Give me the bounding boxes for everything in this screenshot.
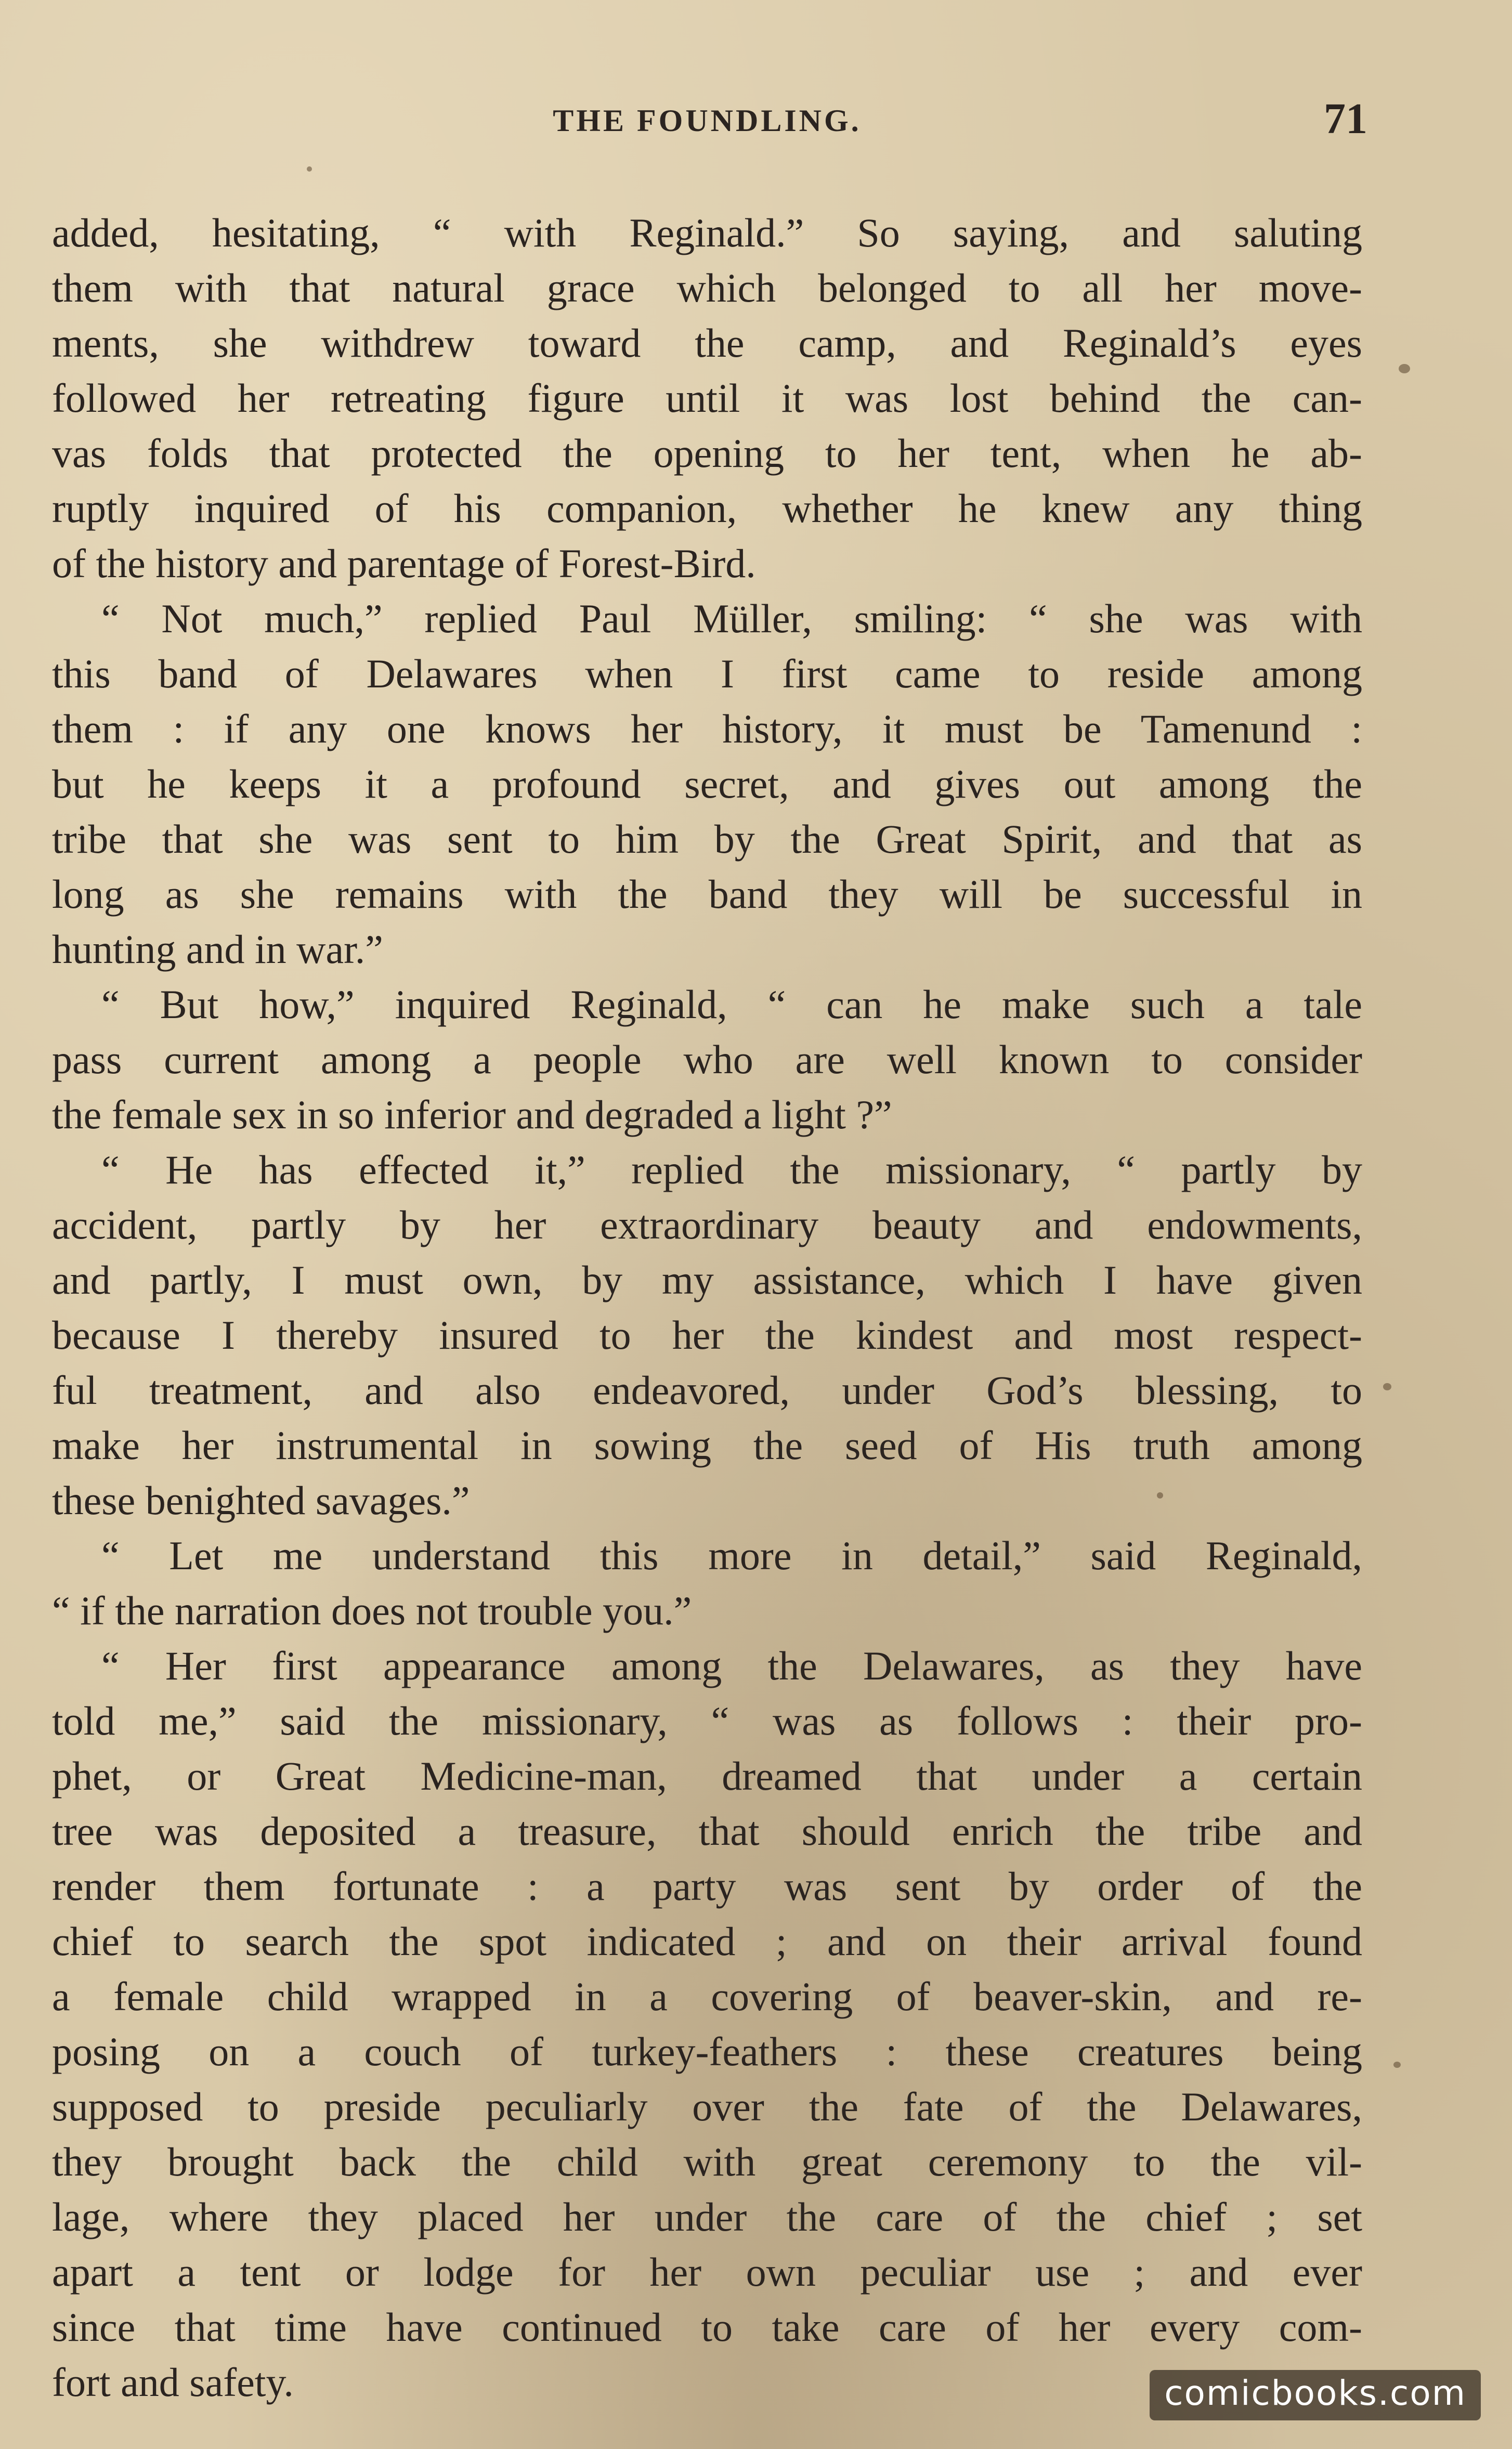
text-line: “ But how,” inquired Reginald, “ can he make such a tale	[101, 982, 1362, 1027]
text-line: and partly, I must own, by my assistance, which I have given	[52, 1257, 1362, 1302]
watermark: comicbooks.com	[1150, 2370, 1481, 2420]
text-line: accident, partly by her extraordinary beauty and endowments,	[52, 1202, 1362, 1247]
text-line: tribe that she was sent to him by the Great Spirit, and that as	[52, 816, 1362, 862]
text-line: a female child wrapped in a covering of beaver-skin, and re-	[52, 1974, 1362, 2019]
paper-speck	[307, 166, 312, 172]
text-line: vas folds that protected the opening to her tent, when he ab-	[52, 431, 1362, 476]
text-line: followed her retreating figure until it was lost behind the can-	[52, 375, 1362, 421]
text-line: ful treatment, and also endeavored, under God’s blessing, to	[52, 1367, 1362, 1413]
text-line: phet, or Great Medicine-man, dreamed that under a certain	[52, 1753, 1362, 1799]
text-line: ruptly inquired of his companion, whether he knew any thing	[52, 486, 1362, 531]
text-line: chief to search the spot indicated ; and on their arrival found	[52, 1919, 1362, 1964]
text-line: “ Not much,” replied Paul Müller, smiling: “ she was with	[101, 596, 1362, 641]
paper-speck	[1157, 1492, 1163, 1499]
text-line: of the history and parentage of Forest-Bird.	[52, 541, 756, 586]
paper-speck	[1383, 1383, 1391, 1390]
text-line: this band of Delawares when I first came to reside among	[52, 651, 1362, 696]
running-title: THE FOUNDLING.	[553, 103, 862, 138]
text-line: ments, she withdrew toward the camp, and Reginald’s eyes	[52, 320, 1362, 366]
text-line: the female sex in so inferior and degraded a light ?”	[52, 1092, 892, 1137]
text-line: long as she remains with the band they will be successful in	[52, 871, 1362, 917]
paper-speck	[1393, 2062, 1401, 2068]
text-line: but he keeps it a profound secret, and gives out among the	[52, 761, 1362, 806]
text-line: added, hesitating, “ with Reginald.” So saying, and saluting	[52, 210, 1362, 255]
body-text	[52, 205, 1362, 2410]
page-number: 71	[1324, 95, 1367, 143]
text-line: lage, where they placed her under the care of the chief ; set	[52, 2194, 1362, 2239]
text-line: because I thereby insured to her the kindest and most respect-	[52, 1312, 1362, 1358]
text-line: since that time have continued to take care of her every com-	[52, 2304, 1362, 2350]
text-line: posing on a couch of turkey-feathers : these creatures being	[52, 2029, 1362, 2074]
text-line: render them fortunate : a party was sent by order of the	[52, 1864, 1362, 1909]
text-line: “ Let me understand this more in detail,” said Reginald,	[101, 1533, 1362, 1578]
text-line: apart a tent or lodge for her own peculiar use ; and ever	[52, 2249, 1362, 2295]
text-line: them : if any one knows her history, it must be Tamenund :	[52, 706, 1362, 751]
text-line: “ if the narration does not trouble you.”	[52, 1588, 692, 1633]
text-line: fort and safety.	[52, 2360, 294, 2405]
text-line: “ He has effected it,” replied the missionary, “ partly by	[101, 1147, 1362, 1192]
text-line: hunting and in war.”	[52, 927, 383, 972]
running-head	[52, 94, 1367, 156]
text-line: supposed to preside peculiarly over the fate of the Delawares,	[52, 2084, 1362, 2129]
paper-speck	[1399, 364, 1410, 373]
text-line: them with that natural grace which belonged to all her move-	[52, 265, 1362, 310]
text-line: told me,” said the missionary, “ was as follows : their pro-	[52, 1698, 1362, 1743]
text-line: pass current among a people who are well known to consider	[52, 1037, 1362, 1082]
text-line: they brought back the child with great ceremony to the vil-	[52, 2139, 1362, 2184]
text-line: these benighted savages.”	[52, 1478, 470, 1523]
text-line: “ Her first appearance among the Delawares, as they have	[101, 1643, 1362, 1688]
text-line: make her instrumental in sowing the seed of His truth among	[52, 1423, 1362, 1468]
text-line: tree was deposited a treasure, that should enrich the tribe and	[52, 1808, 1362, 1854]
